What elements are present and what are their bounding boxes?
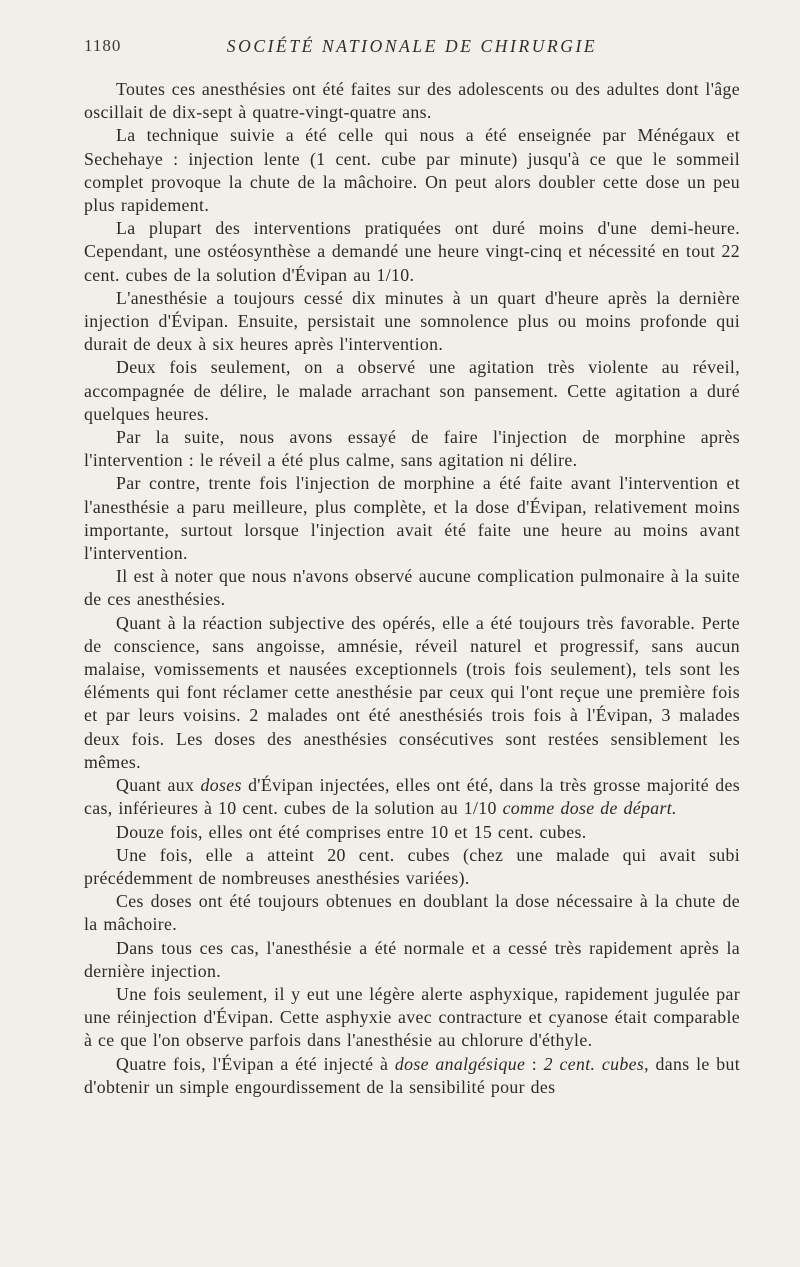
paragraph-5: Deux fois seulement, on a observé une agitation très violente au réveil, accompagnée de délire, le malade arrachant son pansement. Cette agitation a duré quelques heures.: [84, 357, 740, 424]
paragraph-10-text-a: Quant aux: [116, 775, 201, 796]
body-text: [84, 78, 740, 1099]
paragraph-8: Il est à noter que nous n'avons observé aucune complication pulmonaire à la suite de ces anesthésies.: [84, 566, 740, 610]
paragraph-1: Toutes ces anesthésies ont été faites sur des adolescents ou des adultes dont l'âge oscillait de dix-sept à quatre-vingt-quatre ans.: [84, 79, 740, 123]
paragraph-3: La plupart des interventions pratiquées ont duré moins d'une demi-heure. Cependant, une ostéosynthèse a demandé une heure vingt-cinq et nécessité en tout 22 cent. cubes de la solution d'Évipan au 1/10.: [84, 218, 740, 285]
paragraph-16: [84, 1053, 740, 1099]
paragraph-10-italic-comme-dose: comme dose de départ.: [502, 798, 677, 819]
paragraph-10-text-c: d'Évipan injectées, elles ont été, dans la très grosse majorité des cas, inférieures à 10 cent. cubes de la solution au 1/10: [84, 775, 740, 819]
paragraph-14: Dans tous ces cas, l'anesthésie a été normale et a cessé très rapidement après la dernière injection.: [84, 937, 740, 981]
paragraph-16-text-c: :: [525, 1053, 544, 1074]
paragraph-12: Une fois, elle a atteint 20 cent. cubes (chez une malade qui avait subi précédemment de nombreuses anesthésies variées).: [84, 844, 740, 888]
paragraph-7: Par contre, trente fois l'injection de morphine a été faite avant l'intervention et l'anesthésie a paru meilleure, plus complète, et la dose d'Évipan, relativement moins importante, surtout lorsque l'injection avait été faite une heure au moins avant l'intervention.: [84, 473, 740, 564]
paragraph-11: Douze fois, elles ont été comprises entre 10 et 15 cent. cubes.: [116, 821, 587, 842]
page-header: [84, 36, 740, 60]
paragraph-16-text-a: Quatre fois, l'Évipan a été injecté à: [116, 1053, 395, 1074]
paragraph-16-italic-dose-analgesique: dose analgésique: [394, 1053, 526, 1074]
paragraph-9: Quant à la réaction subjective des opérés, elle a été toujours très favorable. Perte de conscience, sans angoisse, amnésie, réveil naturel et progressif, sans aucun malaise, vomissements et nausées exceptionnels (trois fois seulement), tels sont les éléments qui font réclamer cette anesthésie par ceux qui l'ont reçue une première fois et par leurs voisins. 2 malades ont été anesthésiés trois fois à l'Évipan, 3 malades deux fois. Les doses des anesthésies consécutives sont restées sensiblement les mêmes.: [84, 612, 740, 772]
paragraph-6: Par la suite, nous avons essayé de faire l'injection de morphine après l'intervention : le réveil a été plus calme, sans agitation ni délire.: [84, 427, 740, 471]
page-number: 1180: [84, 36, 122, 55]
paragraph-16-italic-cent-cubes: 2 cent. cubes: [543, 1053, 645, 1074]
paragraph-15: Une fois seulement, il y eut une légère alerte asphyxique, rapidement jugulée par une réinjection d'Évipan. Cette asphyxie avec contracture et cyanose était comparable à ce que l'on observe parfois dans l'anesthésie au chlorure d'éthyle.: [84, 983, 740, 1051]
paragraph-4: L'anesthésie a toujours cessé dix minutes à un quart d'heure après la dernière injection d'Évipan. Ensuite, persistait une somnolence plus ou moins profonde qui durait de deux à six heures après l'intervention.: [84, 287, 740, 355]
paragraph-16-text-e: , dans le but d'obtenir un simple engourdissement de la sensibilité pour des: [84, 1053, 740, 1097]
paragraph-2: La technique suivie a été celle qui nous a été enseignée par Ménégaux et Sechehaye : injection lente (1 cent. cube par minute) jusqu'à ce que le sommeil complet provoque la chute de la mâchoire. On peut alors doubler cette dose un peu plus rapidement.: [84, 125, 740, 216]
paragraph-13: Ces doses ont été toujours obtenues en doublant la dose nécessaire à la chute de la mâchoire.: [84, 891, 740, 935]
running-head: SOCIÉTÉ NATIONALE DE CHIRURGIE: [226, 36, 598, 56]
paragraph-10-italic-doses: doses: [200, 775, 242, 796]
paragraph-10: [84, 774, 740, 820]
